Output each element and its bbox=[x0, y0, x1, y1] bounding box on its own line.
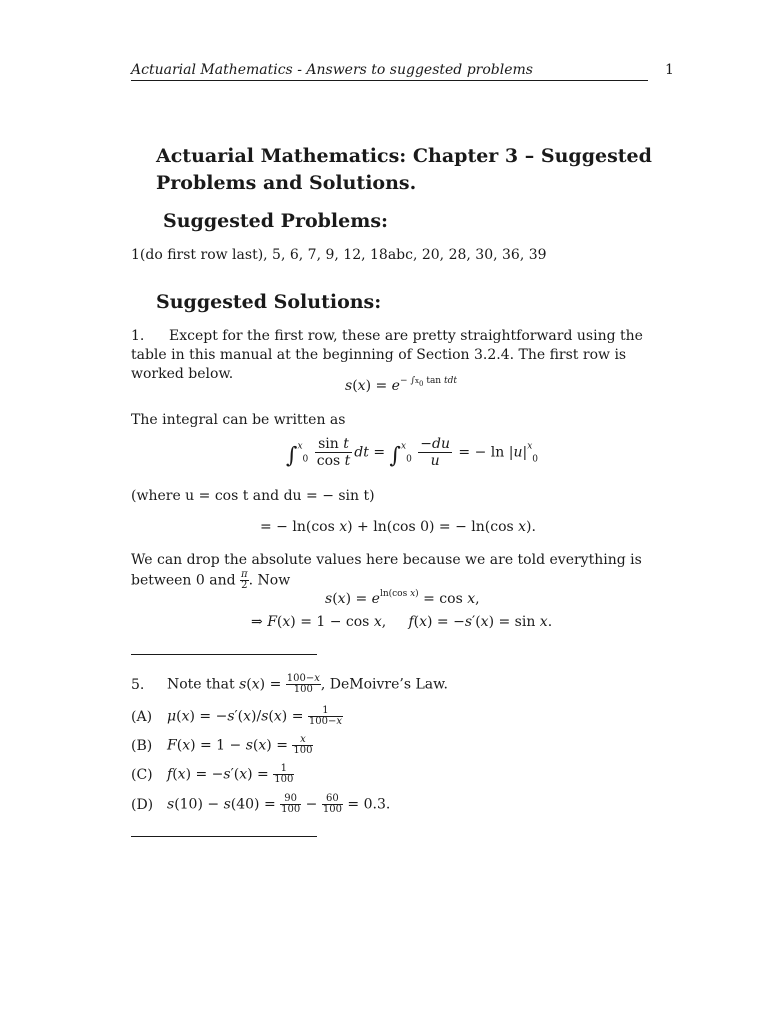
absolute-value-note: We can drop the absolute values here because we are told everything is between 0 and $\frac{\pi}{2}$ . Now bbox=[131, 552, 642, 591]
solution-1-text: Except for the first row, these are pretty straightforward using the table in this manual at the beginning of Section 3.2.4. The first row is worked below. bbox=[131, 328, 643, 382]
solution-5-item-b: (B) F(x) = 1 − s(x) = $\frac{x}{100}$ bbox=[131, 734, 313, 756]
equation-survival-function: $s(x) = e^{- \int x_0 tan tdt}$ bbox=[345, 376, 457, 394]
running-title: Actuarial Mathematics - Answers to suggested problems bbox=[131, 62, 533, 78]
equation-sx-cos: $s(x) = e^{ln(cos x)} = \cos x$, bbox=[325, 589, 480, 607]
solution-5-item-d: (D) s(10) − s(40) = $\frac{90}{100}$ − $\frac{60}{100}$ = 0.3. bbox=[131, 793, 391, 815]
suggested-solutions-heading: Suggested Solutions: bbox=[156, 291, 382, 313]
solution-5-item-a: (A) μ(x) = −s′(x)/s(x) = $\frac{1}{100-x}$ bbox=[131, 705, 342, 727]
solution-1-number: 1. bbox=[131, 328, 145, 344]
section-divider bbox=[131, 654, 317, 655]
equation-log-result: = − ln(cos x) + ln(cos 0) = − ln(cos x). bbox=[260, 519, 536, 535]
page-number: 1 bbox=[665, 62, 674, 78]
pi-over-two: $\frac{\pi}{2}$ bbox=[241, 569, 248, 591]
running-header bbox=[131, 62, 648, 81]
solution-5-item-c: (C) f(x) = −s′(x) = $\frac{1}{100}$ bbox=[131, 763, 294, 785]
document-title: Actuarial Mathematics: Chapter 3 – Suggested Problems and Solutions. bbox=[156, 145, 652, 194]
equation-integral: ∫$^x_0$ $\frac{\text{sin t}}{\text{cos t}}$ dt = ∫$^x_0$ $\frac{-du}{u}$ = − $\ln |u|^x_0$ bbox=[286, 436, 539, 469]
suggested-problems-list: 1(do first row last), 5, 6, 7, 9, 12, 18abc, 20, 28, 30, 36, 39 bbox=[131, 247, 547, 263]
equation-F-and-f: ⇒ F(x) = 1 − cos x, f(x) = −s′(x) = sin x. bbox=[251, 614, 553, 630]
solution-5-paragraph: 5. Note that s(x) = $\frac{100-x}{100}$ , DeMoivre’s Law. bbox=[131, 673, 448, 695]
suggested-problems-heading: Suggested Problems: bbox=[163, 210, 389, 232]
substitution-note: (where u = cos t and du = − sin t) bbox=[131, 488, 375, 504]
integral-intro-text: The integral can be written as bbox=[131, 412, 346, 428]
solution-5-number: 5. bbox=[131, 676, 145, 693]
section-divider bbox=[131, 836, 317, 837]
